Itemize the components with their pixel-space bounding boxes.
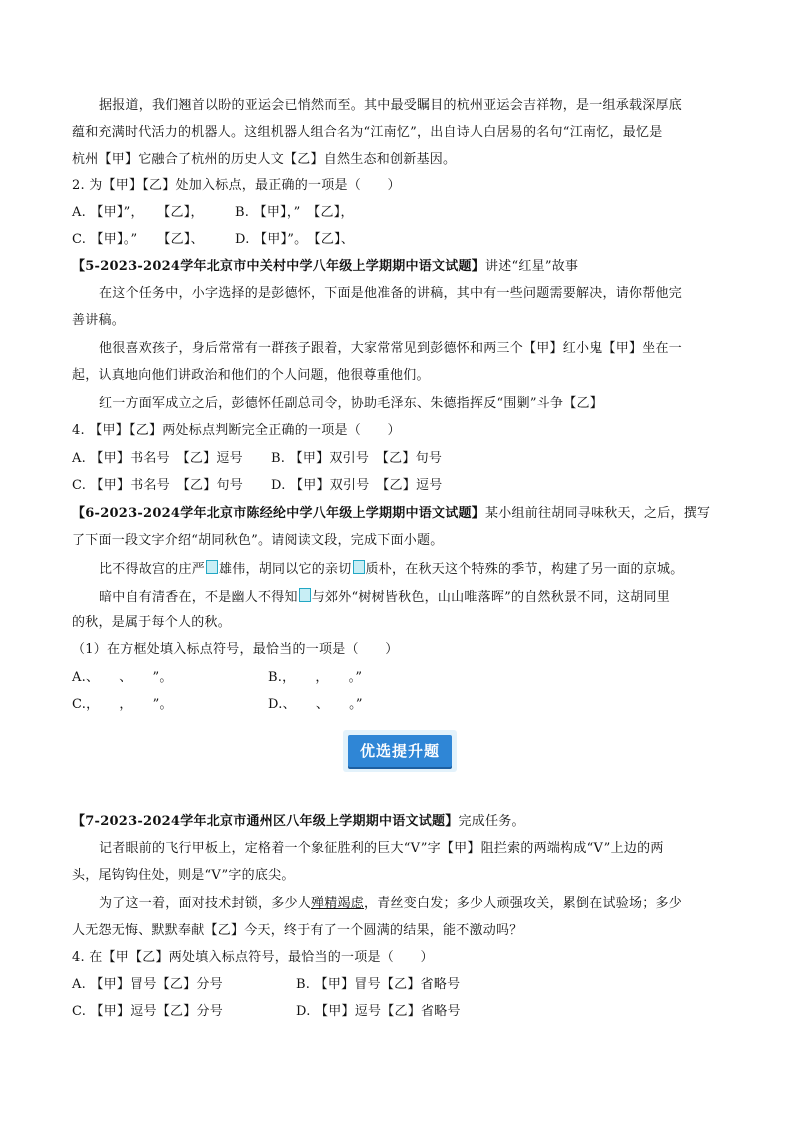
paragraph-line: 红一方面军成立之后，彭德怀任副总司令，协助毛泽东、朱德指挥反“围剿”斗争【乙】	[99, 396, 604, 411]
blank-box[interactable]	[206, 560, 218, 574]
passage-line: 据报道，我们翘首以盼的亚运会已悄然而至。其中最受瞩目的杭州亚运会吉祥物，是一组承载深厚底	[99, 98, 683, 113]
question-stem: 4. 在【甲【乙】两处填入标点符号，最恰当的一项是（ ）	[72, 950, 434, 965]
option-c: C. 【甲】逗号【乙】分号	[72, 1004, 223, 1019]
passage-line: 杭州【甲】它融合了杭州的历史人文【乙】自然生态和创新基因。	[72, 152, 457, 167]
section-heading	[72, 814, 525, 830]
paragraph-line	[99, 896, 682, 912]
option-d: D. 【甲】”。 【乙】、	[235, 232, 355, 247]
section-source: 【7-2023-2024学年北京市通州区八年级上学期期中语文试题】	[72, 814, 459, 829]
blank-box[interactable]	[353, 560, 365, 574]
option-d: D.、 、 。”	[268, 697, 363, 712]
option-b: B.， ， 。”	[268, 670, 363, 685]
option-d: D. 【甲】双引号 【乙】逗号	[271, 478, 443, 493]
text-run: 暗中自有清香在，不是幽人不得知	[99, 590, 298, 605]
paragraph-line: 记者眼前的飞行甲板上，定格着一个象征胜利的巨大“V”字【甲】阻拦索的两端构成“V”上边的两	[99, 841, 664, 856]
section-title: 讲述“红星”故事	[484, 259, 579, 274]
section-heading	[72, 506, 710, 522]
option-a: A. 【甲】冒号【乙】分号	[72, 977, 223, 992]
section-source: 【6-2023-2024学年北京市陈经纶中学八年级上学期期中语文试题】	[72, 506, 485, 521]
paragraph-line: 的秋，是属于每个人的秋。	[72, 615, 232, 630]
paragraph-line: 头，尾钩钩住处，则是“V”字的底尖。	[72, 868, 295, 883]
option-b: B. 【甲】双引号 【乙】句号	[271, 451, 443, 466]
paragraph-line: 起，认真地向他们讲政治和他们的个人问题，他很尊重他们。	[72, 368, 430, 383]
paragraph-line	[99, 560, 684, 578]
paragraph-line: 在这个任务中，小字选择的是彭德怀，下面是他准备的讲稿，其中有一些问题需要解决，请你帮他完	[99, 286, 683, 301]
option-a: A.、 、 ”。	[72, 670, 173, 685]
text-run: 与郊外“树树皆秋色，山山唯落晖”的自然秋景不同，这胡同里	[311, 590, 671, 605]
text-run: 雄伟，胡同以它的亲切	[219, 562, 352, 577]
option-c: C. 【甲】书名号 【乙】句号	[72, 478, 243, 493]
question-stem: 4. 【甲】【乙】两处标点判断完全正确的一项是（ ）	[72, 423, 401, 438]
option-a: A. 【甲】书名号 【乙】逗号	[72, 451, 243, 466]
option-c: C. 【甲】。” 【乙】、	[72, 232, 204, 247]
section-source: 【5-2023-2024学年北京市中关村中学八年级上学期期中语文试题】	[72, 259, 485, 274]
paragraph-line: 他很喜欢孩子，身后常常有一群孩子跟着，大家常常见到彭德怀和两三个【甲】红小鬼【甲】坐在一	[99, 341, 683, 356]
option-d: D. 【甲】逗号【乙】省略号	[296, 1004, 461, 1019]
paragraph-line: 善讲稿。	[72, 313, 126, 328]
option-a: A. 【甲】”， 【乙】，	[72, 205, 204, 220]
question-stem: 2. 为【甲】【乙】处加入标点，最正确的一项是（ ）	[72, 178, 401, 193]
option-b: B. 【甲】，” 【乙】，	[235, 205, 354, 220]
option-c: C.， ， ”。	[72, 697, 173, 712]
question-stem: （1）在方框处填入标点符号，最恰当的一项是（ ）	[72, 642, 399, 657]
section-banner	[343, 730, 457, 772]
banner-label: 优选提升题	[348, 735, 452, 767]
paragraph-line: 人无怨无悔、默默奉献【乙】今天，终于有了一个圆满的结果，能不激动吗？	[72, 923, 523, 938]
passage-line: 蕴和充满时代活力的机器人。这组机器人组合名为“江南忆”，出自诗人白居易的名句“江南忆，最忆是	[72, 125, 663, 140]
text-run: 比不得故宫的庄严	[99, 562, 206, 577]
blank-box[interactable]	[299, 588, 311, 602]
section-title: 某小组前往胡同寻味秋天，之后，撰写	[484, 506, 711, 521]
text-run: ，青丝变白发；多少人顽强攻关，累倒在试验场；多少	[364, 896, 683, 911]
text-run: 为了这一着，面对技术封锁，多少人	[99, 896, 312, 911]
paragraph-line	[99, 588, 670, 606]
underlined-phrase: 殚精竭虑	[311, 896, 365, 911]
text-run: 质朴，在秋天这个特殊的季节，构建了另一面的京城。	[365, 562, 684, 577]
option-b: B. 【甲】冒号【乙】省略号	[296, 977, 461, 992]
section-title: 完成任务。	[458, 814, 525, 829]
paragraph-line: 了下面一段文字介绍“胡同秋色”。请阅读文段，完成下面小题。	[72, 533, 444, 548]
section-heading	[72, 259, 578, 275]
